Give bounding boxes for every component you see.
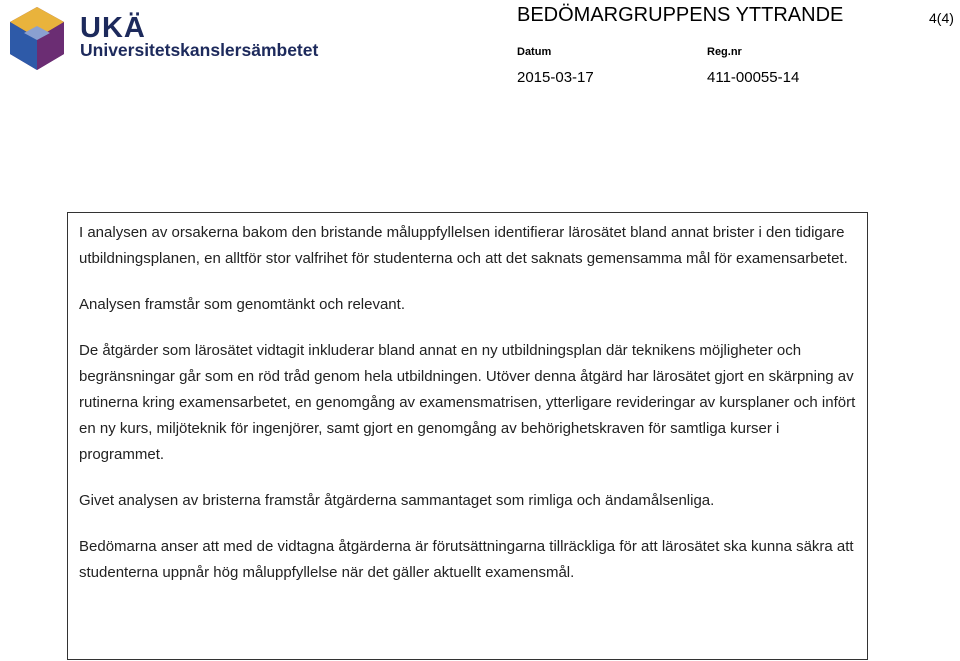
paragraph-measures: De åtgärder som lärosätet vidtagit inkluderar bland annat en ny utbildningsplan där teknikens möjligheter och begränsningar går som en röd tråd genom hela utbildningen. Utöver denna åtgärd har lärosätet gjort en skärpning av rutinerna kring examensarbetet, en genomgång av examensmatrisen, ytterligare revideringar av kursplaner och infört en ny kurs, miljöteknik för ingenjörer, samt gjort en genomgång av behörighetskraven för samtliga kurser i programmet. <box>79 342 856 463</box>
uka-logo-icon <box>6 4 68 74</box>
reg-number-label: Reg.nr <box>707 46 742 58</box>
date-value: 2015-03-17 <box>517 69 594 86</box>
reg-number-value: 411-00055-14 <box>707 69 800 86</box>
paragraph-conclusion: Bedömarna anser att med de vidtagna åtgärderna är förutsättningarna tillräckliga för att lärosätet ska kunna säkra att studenterna uppnår hög måluppfyllelse när det gäller aktuellt examensmål. <box>79 538 854 581</box>
page-number: 4(4) <box>929 10 954 26</box>
paragraph-analysis: I analysen av orsakerna bakom den bristande måluppfyllelsen identifierar lärosätet bland annat brister i den tidigare utbildningsplanen, en alltför stor valfrihet för studenterna och att det saknats gemensamma mål för examensarbetet. <box>79 224 848 267</box>
org-full-name: Universitetskanslersämbetet <box>80 40 319 60</box>
paragraph-assessment: Analysen framstår som genomtänkt och relevant. <box>79 296 405 313</box>
org-short-name: UKÄ <box>80 12 146 44</box>
document-title: BEDÖMARGRUPPENS YTTRANDE <box>517 4 844 26</box>
statement-box <box>67 212 868 660</box>
date-label: Datum <box>517 46 552 58</box>
paragraph-reasonableness: Givet analysen av bristerna framstår åtgärderna sammantaget som rimliga och ändamålsenliga. <box>79 492 715 509</box>
